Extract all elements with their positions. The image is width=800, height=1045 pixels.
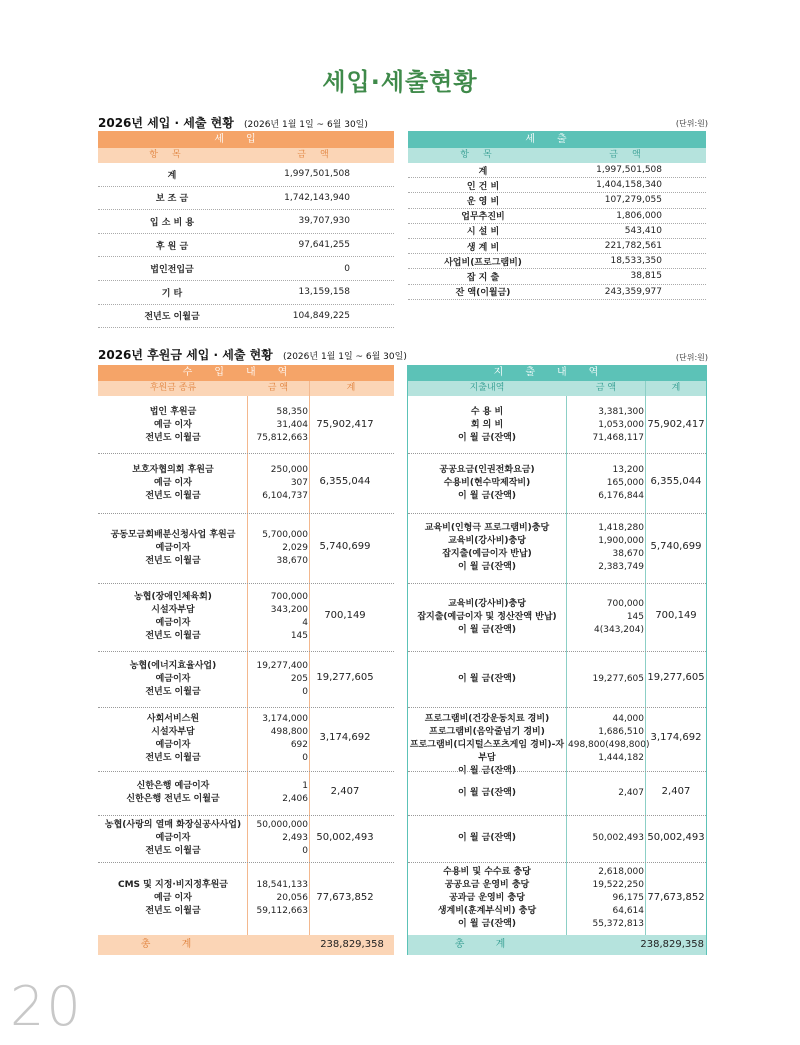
income-group-amounts	[248, 660, 308, 699]
income-group-names	[98, 780, 248, 806]
expense-item-amount: 6,176,844	[598, 490, 644, 501]
expense-item-name: 교육비(강사비)충당	[448, 536, 526, 546]
income-item-name: 농협(에너지효율사업)	[129, 660, 217, 671]
income-row-label: 입 소 비 용	[149, 217, 195, 228]
income-rows	[98, 163, 394, 328]
expense-total-label: 총 계	[454, 939, 520, 950]
income-group-names	[98, 406, 248, 445]
expense-item-name: 교육비(인형극 프로그램비)충당	[424, 523, 550, 533]
expense-col-item: 항목	[460, 150, 506, 160]
income-item-name: 신한은행 전년도 이월금	[126, 794, 220, 804]
income-item-name: CMS 및 지정·비지정후원금	[118, 880, 228, 890]
income-col-item: 항목	[149, 150, 195, 160]
expense-row	[408, 254, 706, 269]
income-row-value: 0	[344, 263, 350, 274]
section2-unit: (단위:원)	[675, 353, 708, 362]
income-item-amount: 2,493	[282, 833, 308, 843]
expense-row-value: 1,997,501,508	[596, 165, 662, 176]
income-total-row	[98, 935, 394, 955]
income-item-name: 전년도 이월금	[145, 631, 201, 641]
expense-group-total: 5,740,699	[650, 541, 702, 552]
income-item-amount: 343,200	[270, 605, 308, 615]
donation-expense-title: 지출내역	[408, 365, 706, 381]
expense-item-amount: 3,381,300	[598, 407, 644, 417]
income-item-amount: 6,104,737	[262, 490, 308, 501]
income-group	[98, 771, 394, 815]
expense-group	[408, 513, 706, 583]
page-title: 세입·세출현황	[322, 68, 478, 96]
income-row-value: 13,159,158	[298, 287, 350, 298]
income-row	[98, 187, 394, 211]
income-item-name: 전년도 이월금	[145, 753, 201, 763]
expense-row-label: 계	[478, 166, 488, 177]
expense-item-name: 이 월 금(잔액)	[458, 919, 516, 929]
income-item-name: 예금이자	[155, 740, 191, 750]
expense-row-value: 243,359,977	[604, 286, 662, 297]
income-item-name: 예금 이자	[154, 420, 192, 430]
expense-item-name: 이 월 금(잔액)	[458, 766, 516, 776]
expense-item-amount: 55,372,813	[592, 919, 644, 929]
expense-item-name: 프로그램비(건강운동치료 경비)	[424, 714, 550, 724]
expense-group-names	[408, 598, 566, 637]
expense-item-amount: 44,000	[612, 714, 644, 724]
income-group	[98, 453, 394, 513]
income-group-amounts	[248, 464, 308, 503]
expense-group-total: 2,407	[661, 786, 691, 797]
income-row-label: 기 타	[161, 288, 183, 299]
expense-group-names	[408, 522, 566, 574]
income-item-amount: 4	[302, 618, 308, 628]
income-row-value: 1,742,143,940	[284, 192, 350, 203]
income-item-amount: 38,670	[276, 555, 308, 566]
income-group-names	[98, 464, 248, 503]
expense-group-amounts	[568, 787, 644, 800]
income-group	[98, 815, 394, 862]
section1-period: (2026년 1월 1일 ~ 6월 30일)	[244, 120, 368, 130]
expense-row-value: 38,815	[630, 271, 662, 282]
expense-item-amount: 13,200	[612, 464, 644, 475]
page-number: 20	[10, 975, 83, 1038]
income-item-amount: 205	[290, 673, 308, 684]
income-item-name: 예금 이자	[154, 893, 192, 903]
expense-group-amounts	[568, 673, 644, 686]
income-item-name: 예금이자	[155, 542, 191, 553]
income-item-name: 예금이자	[155, 833, 191, 843]
income-group-names	[98, 591, 248, 643]
income-row	[98, 210, 394, 234]
income-group-total: 19,277,605	[316, 672, 374, 683]
income-group-total: 3,174,692	[319, 732, 371, 743]
expense-row	[408, 239, 706, 254]
expense-header: 세출	[408, 131, 706, 148]
income-group-amounts	[248, 713, 308, 765]
expense-item-name: 수 용 비	[470, 407, 504, 417]
expense-item-amount: 50,002,493	[592, 833, 644, 843]
expense-row-value: 18,533,350	[610, 256, 662, 267]
section2-period: (2026년 1월 1일 ~ 6월 30일)	[282, 352, 407, 362]
expense-group-names	[408, 713, 566, 778]
expense-row	[408, 193, 706, 208]
expense-item-amount: 1,053,000	[598, 420, 644, 430]
income-row-value: 97,641,255	[298, 240, 350, 251]
expense-group-total: 75,902,417	[647, 418, 705, 430]
income-item-amount: 50,000,000	[256, 820, 308, 830]
income-item-amount: 692	[290, 740, 308, 750]
income-item-amount: 20,056	[276, 893, 308, 903]
income-row-label: 전년도 이월금	[144, 312, 200, 323]
expense-item-amount: 64,614	[612, 906, 644, 916]
income-group-total: 75,902,417	[316, 418, 374, 430]
section2-title-text: 2026년 후원금 세입 · 세출 현황	[98, 348, 273, 362]
expense-item-amount: 700,000	[606, 598, 644, 609]
income-row-label: 후 원 금	[155, 241, 189, 252]
expense-item-amount: 19,277,605	[592, 673, 644, 684]
expense-item-name: 교육비(강사비)충당	[448, 598, 526, 609]
expense-group	[408, 707, 706, 776]
income-row-label: 보 조 금	[155, 194, 189, 205]
expense-group-amounts	[568, 464, 644, 503]
income-item-name: 전년도 이월금	[145, 686, 201, 697]
expense-item-amount: 19,522,250	[592, 880, 644, 890]
donation-income-col-type: 후원금 종류	[149, 383, 197, 393]
income-item-name: 보호자협의회 후원금	[132, 464, 214, 475]
section1-title-text: 2026년 세입 · 세출 현황	[98, 116, 234, 130]
income-group-total: 2,407	[330, 786, 360, 797]
expense-group-amounts	[568, 406, 644, 445]
income-item-amount: 307	[290, 477, 308, 488]
expense-group-total: 6,355,044	[650, 476, 702, 487]
expense-item-name: 이 월 금(잔액)	[458, 833, 516, 843]
section2-title	[98, 346, 407, 363]
expense-group-amounts	[568, 832, 644, 845]
expense-group	[408, 815, 706, 862]
expense-row-label: 인 건 비	[466, 181, 500, 192]
expense-col-amount: 금액	[609, 150, 655, 160]
expense-item-amount: 1,686,510	[598, 727, 644, 737]
expense-group	[408, 398, 706, 453]
expense-item-name: 공공요금(인권전화요금)	[439, 464, 535, 475]
income-item-name: 농협(장애인체육회)	[134, 592, 212, 602]
income-row	[98, 234, 394, 258]
expense-item-name: 이 월 금(잔액)	[458, 673, 516, 684]
income-group	[98, 651, 394, 707]
expense-item-amount: 1,418,280	[598, 523, 644, 533]
expense-row-label: 시 설 비	[466, 227, 500, 238]
income-item-name: 공동모금회배분신청사업 후원금	[110, 529, 236, 540]
income-item-amount: 18,541,133	[256, 880, 308, 890]
income-table	[98, 131, 394, 328]
expense-item-amount: 96,175	[612, 893, 644, 903]
expense-item-amount: 145	[626, 611, 644, 622]
expense-group-names	[408, 866, 566, 931]
income-item-name: 사회서비스원	[146, 714, 200, 724]
expense-group-names	[408, 787, 566, 800]
expense-item-name: 프로그램비(디지털스포츠게임 경비)-자부담	[409, 740, 565, 763]
expense-group-total: 19,277,605	[647, 672, 705, 683]
income-item-name: 전년도 이월금	[145, 906, 201, 916]
expense-rows	[408, 163, 706, 300]
expense-row	[408, 224, 706, 239]
donation-expense-header	[408, 365, 706, 396]
income-group-amounts	[248, 780, 308, 806]
income-header: 세입	[98, 131, 394, 148]
expense-item-amount: 1,444,182	[598, 753, 644, 763]
expense-row-value: 1,404,158,340	[596, 180, 662, 191]
expense-item-name: 생계비(훈계부식비) 충당	[437, 906, 537, 916]
expense-item-amount: 4(343,204)	[594, 624, 644, 635]
expense-item-amount: 165,000	[606, 477, 644, 488]
income-item-amount: 58,350	[276, 407, 308, 417]
income-item-amount: 250,000	[270, 464, 308, 475]
expense-subheader	[408, 148, 706, 163]
expense-row-value: 543,410	[624, 225, 662, 236]
expense-group-total: 77,673,852	[647, 891, 705, 903]
income-total-value: 238,829,358	[320, 939, 384, 950]
expense-right-border	[706, 365, 707, 955]
expense-item-name: 회 의 비	[470, 420, 504, 430]
income-item-name: 예금이자	[155, 618, 191, 628]
expense-item-name: 이 월 금(잔액)	[458, 490, 516, 501]
income-item-amount: 0	[302, 686, 308, 697]
donation-expense-col-total: 계	[671, 383, 681, 393]
income-group	[98, 583, 394, 651]
income-row	[98, 163, 394, 187]
income-item-name: 농협(사랑의 열매 화장실공사사업)	[104, 820, 242, 830]
income-item-name: 예금이자	[155, 673, 191, 684]
expense-row-label: 잔 액(이월금)	[455, 288, 511, 299]
expense-group	[408, 651, 706, 707]
income-group-total: 700,149	[324, 610, 366, 621]
income-group-total: 5,740,699	[319, 541, 371, 552]
income-item-amount: 498,800	[270, 727, 308, 737]
expense-item-name: 프로그램비(음악줄넘기 경비)	[429, 727, 545, 737]
income-item-amount: 75,812,663	[256, 433, 308, 443]
expense-item-name: 이 월 금(잔액)	[458, 433, 516, 443]
expense-row	[408, 209, 706, 224]
expense-group-amounts	[568, 866, 644, 931]
income-item-amount: 2,029	[282, 542, 308, 553]
section1-title	[98, 114, 368, 131]
income-item-name: 예금 이자	[154, 477, 192, 488]
income-subheader	[98, 148, 394, 163]
income-group	[98, 398, 394, 453]
donation-income-cols	[98, 381, 394, 396]
income-item-name: 신한은행 예금이자	[136, 781, 210, 791]
expense-group	[408, 583, 706, 651]
expense-row	[408, 163, 706, 178]
expense-row-label: 사업비(프로그램비)	[444, 257, 522, 268]
expense-item-amount: 38,670	[612, 549, 644, 559]
expense-group-amounts	[568, 598, 644, 637]
expense-group-amounts	[568, 713, 650, 765]
expense-group	[408, 453, 706, 513]
income-item-amount: 5,700,000	[262, 529, 308, 540]
expense-group-total: 700,149	[655, 610, 697, 621]
income-group-total: 77,673,852	[316, 891, 374, 903]
donation-expense-col-amount: 금 액	[595, 383, 617, 393]
expense-row-label: 운 영 비	[466, 196, 500, 207]
expense-row-label: 업무추진비	[461, 212, 505, 223]
income-item-amount: 145	[290, 631, 308, 641]
income-item-name: 법인 후원금	[149, 407, 197, 417]
expense-item-name: 잡지출(예금이자 반납)	[442, 549, 532, 559]
income-group-names	[98, 879, 248, 918]
income-group-amounts	[248, 591, 308, 643]
expense-item-amount: 2,383,749	[598, 562, 644, 572]
income-item-name: 시설자부담	[151, 605, 195, 615]
income-row-value: 1,997,501,508	[284, 169, 350, 180]
expense-total-row	[408, 935, 706, 955]
income-item-amount: 1	[302, 781, 308, 791]
income-item-amount: 2,406	[282, 794, 308, 804]
income-item-name: 시설자부담	[151, 727, 195, 737]
donation-income-col-amount: 금 액	[267, 383, 289, 393]
donation-income-header	[98, 365, 394, 396]
income-group	[98, 707, 394, 771]
expense-group-names	[408, 406, 566, 445]
expense-group-names	[408, 673, 566, 686]
income-group	[98, 862, 394, 935]
income-item-name: 전년도 이월금	[145, 846, 201, 856]
expense-group-names	[408, 832, 566, 845]
income-group-names	[98, 660, 248, 699]
income-item-name: 전년도 이월금	[145, 555, 201, 566]
income-item-name: 전년도 이월금	[145, 433, 201, 443]
income-row	[98, 257, 394, 281]
income-row-value: 39,707,930	[298, 216, 350, 227]
income-row-label: 법인전입금	[150, 265, 194, 276]
income-item-amount: 3,174,000	[262, 714, 308, 724]
expense-row	[408, 178, 706, 193]
expense-group	[408, 862, 706, 935]
expense-row-value: 1,806,000	[616, 210, 662, 221]
donation-expense-col-desc: 지출내역	[469, 383, 505, 393]
expense-group-amounts	[568, 522, 644, 574]
income-group	[98, 513, 394, 583]
donation-income-title: 수입내역	[98, 365, 394, 381]
expense-group-total: 50,002,493	[647, 831, 705, 843]
expense-item-name: 공과금 운영비 충당	[449, 893, 525, 903]
expense-item-amount: 2,618,000	[598, 867, 644, 877]
income-row	[98, 305, 394, 329]
income-group-names	[98, 529, 248, 568]
income-group-amounts	[248, 879, 308, 918]
expense-item-name: 잡지출(예금이자 및 정산잔액 반납)	[417, 611, 557, 622]
expense-item-amount: 2,407	[618, 787, 644, 798]
expense-item-amount: 71,468,117	[592, 433, 644, 443]
expense-item-name: 이 월 금(잔액)	[458, 624, 516, 635]
expense-row-value: 107,279,055	[604, 195, 662, 206]
income-row-value: 104,849,225	[292, 310, 350, 321]
expense-row	[408, 269, 706, 284]
expense-table	[408, 131, 706, 300]
expense-group-names	[408, 464, 566, 503]
income-item-name: 전년도 이월금	[145, 490, 201, 501]
expense-item-name: 이 월 금(잔액)	[458, 787, 516, 798]
expense-row	[408, 285, 706, 300]
section1-unit: (단위:원)	[675, 119, 708, 128]
donation-income-col-total: 계	[346, 383, 356, 393]
expense-row-value: 221,782,561	[604, 241, 662, 252]
expense-item-amount: 1,900,000	[598, 536, 644, 546]
income-group-total: 6,355,044	[319, 476, 371, 487]
income-item-amount: 19,277,400	[256, 660, 308, 671]
expense-item-name: 이 월 금(잔액)	[458, 562, 516, 572]
expense-row-label: 잡 지 출	[466, 272, 500, 283]
income-group-amounts	[248, 529, 308, 568]
income-item-amount: 0	[302, 753, 308, 763]
income-group-names	[98, 713, 248, 765]
income-item-amount: 59,112,663	[256, 906, 308, 916]
expense-item-name: 수용비(현수막제작비)	[443, 477, 531, 488]
income-group-amounts	[248, 819, 308, 858]
donation-expense-cols	[408, 381, 706, 396]
income-item-amount: 700,000	[270, 592, 308, 602]
expense-item-name: 수용비 및 수수료 충당	[443, 867, 531, 877]
income-item-amount: 31,404	[276, 420, 308, 430]
expense-total-value: 238,829,358	[640, 939, 704, 950]
income-total-label: 총 계	[140, 939, 206, 950]
income-group-names	[98, 819, 248, 858]
income-group-total: 50,002,493	[316, 831, 374, 843]
expense-group	[408, 771, 706, 815]
income-item-amount: 0	[302, 846, 308, 856]
income-row-label: 계	[167, 170, 177, 181]
income-group-amounts	[248, 406, 308, 445]
expense-item-name: 공공요금 운영비 충당	[444, 880, 530, 890]
income-col-amount: 금액	[297, 150, 343, 160]
expense-group-total: 3,174,692	[650, 732, 702, 743]
income-row	[98, 281, 394, 305]
expense-item-amount: 498,800(498,800)	[568, 740, 650, 750]
expense-row-label: 생 계 비	[466, 242, 500, 253]
